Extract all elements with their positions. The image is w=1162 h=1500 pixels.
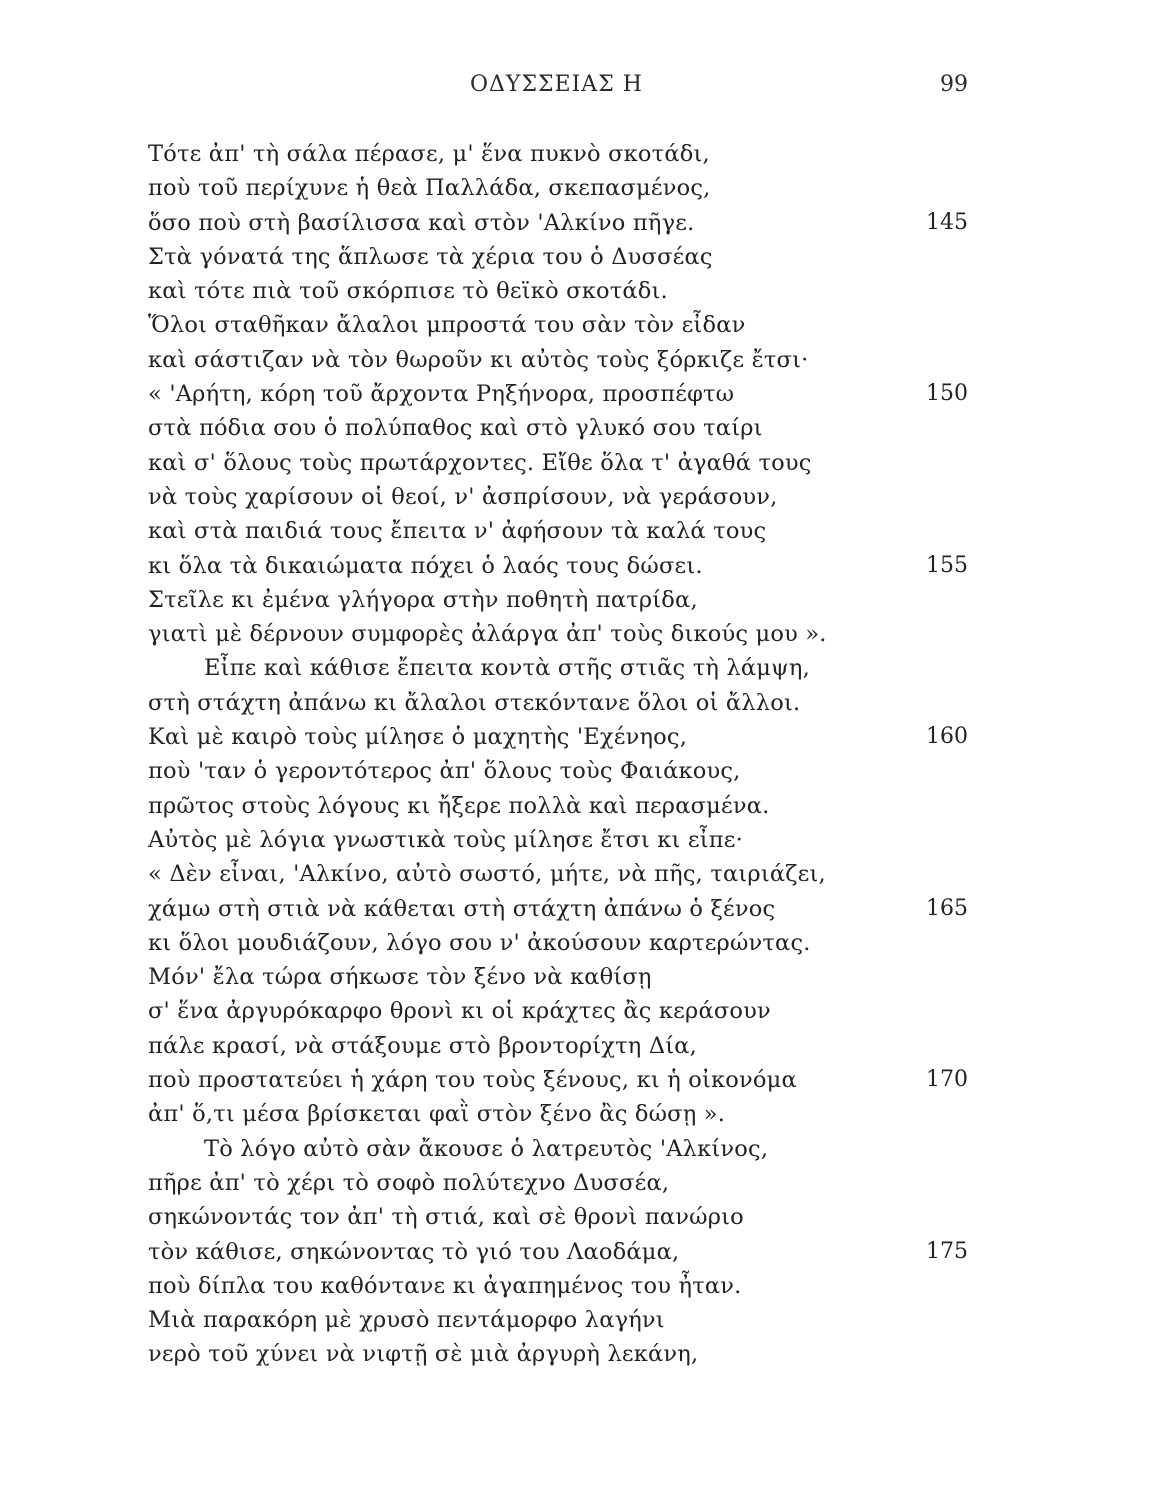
- verse-text: στὰ πόδια σου ὁ πολύπαθος καὶ στὸ γλυκό σου ταίρι: [148, 415, 763, 442]
- verse-text: πρῶτος στοὺς λόγους κι ἤξερε πολλὰ καὶ περασμένα.: [148, 792, 770, 819]
- verse-line: [0, 686, 1162, 720]
- verse-line: [0, 377, 1162, 411]
- line-number: 145: [926, 209, 968, 235]
- line-number: 150: [926, 381, 968, 407]
- verse-line: [0, 754, 1162, 788]
- verse-text: καὶ σ' ὅλους τοὺς πρωτάρχοντες. Εἴθε ὅλα τ' ἀγαθά τους: [148, 449, 812, 476]
- verse-line: [0, 789, 1162, 823]
- verse-line: [0, 1337, 1162, 1371]
- verse-line: [0, 994, 1162, 1028]
- verse-line: [0, 1097, 1162, 1131]
- verse-text: Καὶ μὲ καιρὸ τοὺς μίλησε ὁ μαχητὴς 'Εχένηος,: [148, 724, 688, 751]
- verse-text: κι ὅλα τὰ δικαιώματα πόχει ὁ λαός τους δώσει.: [148, 552, 703, 579]
- verse-text: Μιὰ παρακόρη μὲ χρυσὸ πεντάμορφο λαγήνι: [148, 1307, 665, 1334]
- verse-line: [0, 308, 1162, 342]
- verse-line: [0, 617, 1162, 651]
- verse-text: γιατὶ μὲ δέρνουν συμφορὲς ἀλάργα ἀπ' τοὺς δικούς μου ».: [148, 621, 827, 648]
- running-title: ΟΔΥΣΣΕΙΑΣ Η: [470, 72, 643, 97]
- line-number: 175: [926, 1238, 968, 1264]
- verse-text: « 'Αρήτη, κόρη τοῦ ἄρχοντα Ρηξήνορα, προσπέφτω: [148, 381, 735, 408]
- verse-line: [0, 446, 1162, 480]
- verse-line: [0, 1200, 1162, 1234]
- verse-text: σηκώνοντάς τον ἀπ' τὴ στιά, καὶ σὲ θρονὶ πανώριο: [148, 1204, 744, 1231]
- page-number: 99: [940, 72, 968, 97]
- verse-text: Μόν' ἔλα τώρα σήκωσε τὸν ξένο νὰ καθίσῃ: [148, 964, 652, 991]
- verse-line: [0, 823, 1162, 857]
- verse-text: κι ὅλοι μουδιάζουν, λόγο σου ν' ἀκούσουν καρτερώντας.: [148, 929, 811, 956]
- verse-line: [0, 1132, 1162, 1166]
- verse-line: [0, 1029, 1162, 1063]
- verse-line: [0, 240, 1162, 274]
- verse-line: [0, 274, 1162, 308]
- verse-line: [0, 171, 1162, 205]
- line-number: 160: [926, 724, 968, 750]
- verse-text: ὅσο ποὺ στὴ βασίλισσα καὶ στὸν 'Αλκίνο πῆγε.: [148, 209, 695, 236]
- verse-line: [0, 549, 1162, 583]
- verse-line: [0, 514, 1162, 548]
- verse-text: « Δὲν εἶναι, 'Αλκίνο, αὐτὸ σωστό, μήτε, νὰ πῆς, ταιριάζει,: [148, 861, 826, 888]
- verse-line: [0, 651, 1162, 685]
- verse-text: Στεῖλε κι ἐμένα γλήγορα στὴν ποθητὴ πατρίδα,: [148, 586, 698, 613]
- verse-text: Στὰ γόνατά της ἅπλωσε τὰ χέρια του ὁ Δυσσέας: [148, 243, 713, 270]
- verse-text: ποὺ 'ταν ὁ γεροντότερος ἀπ' ὅλους τοὺς Φαιάκους,: [148, 758, 741, 785]
- line-number: 170: [926, 1067, 968, 1093]
- verse-text: ἀπ' ὅ,τι μέσα βρίσκεται φαῒ στὸν ξένο ἂς δώσῃ ».: [148, 1101, 726, 1128]
- verse-line: [0, 137, 1162, 171]
- line-number: 155: [926, 552, 968, 578]
- verse-text: σ' ἕνα ἀργυρόκαρφο θρονὶ κι οἱ κράχτες ἂς κεράσουν: [148, 998, 771, 1025]
- verse-text: χάμω στὴ στιὰ νὰ κάθεται στὴ στάχτη ἀπάνω ὁ ξένος: [148, 895, 776, 922]
- verse-line: [0, 343, 1162, 377]
- verse-line: [0, 1235, 1162, 1269]
- verse-text: Ὅλοι σταθῆκαν ἄλαλοι μπροστά του σὰν τὸν εἶδαν: [148, 312, 746, 339]
- verse-text: Τὸ λόγο αὐτὸ σὰν ἄκουσε ὁ λατρευτὸς 'Αλκίνος,: [204, 1135, 769, 1162]
- verse-line: [0, 480, 1162, 514]
- verse-line: [0, 411, 1162, 445]
- verse-text: ποὺ προστατεύει ἡ χάρη του τοὺς ξένους, κι ἡ οἰκονόμα: [148, 1067, 797, 1094]
- verse-text: καὶ στὰ παιδιά τους ἔπειτα ν' ἀφήσουν τὰ καλά τους: [148, 518, 767, 545]
- verse-line: [0, 926, 1162, 960]
- verse-text: στὴ στάχτη ἀπάνω κι ἄλαλοι στεκόντανε ὅλοι οἱ ἄλλοι.: [148, 689, 801, 716]
- verse-line: [0, 720, 1162, 754]
- verse-line: [0, 206, 1162, 240]
- verse-text: νὰ τοὺς χαρίσουν οἱ θεοί, ν' ἀσπρίσουν, νὰ γεράσουν,: [148, 483, 778, 510]
- verse-text: ποὺ δίπλα του καθόντανε κι ἀγαπημένος του ἦταν.: [148, 1272, 742, 1299]
- verse-line: [0, 857, 1162, 891]
- verse-text: Αὐτὸς μὲ λόγια γνωστικὰ τοὺς μίλησε ἔτσι κι εἶπε·: [148, 826, 743, 853]
- verse-block: [0, 137, 1162, 1372]
- verse-line: [0, 1269, 1162, 1303]
- verse-text: καὶ σάστιζαν νὰ τὸν θωροῦν κι αὐτὸς τοὺς ξόρκιζε ἔτσι·: [148, 346, 809, 373]
- verse-text: Εἶπε καὶ κάθισε ἔπειτα κοντὰ στῆς στιᾶς τὴ λάμψη,: [204, 655, 810, 682]
- verse-text: ποὺ τοῦ περίχυνε ἡ θεὰ Παλλάδα, σκεπασμένος,: [148, 175, 711, 202]
- verse-line: [0, 1303, 1162, 1337]
- verse-text: νερὸ τοῦ χύνει νὰ νιφτῇ σὲ μιὰ ἀργυρὴ λεκάνη,: [148, 1341, 699, 1368]
- verse-text: πάλε κρασί, νὰ στάξουμε στὸ βροντορίχτη Δία,: [148, 1032, 698, 1059]
- verse-text: καὶ τότε πιὰ τοῦ σκόρπισε τὸ θεϊκὸ σκοτάδι.: [148, 278, 668, 305]
- verse-line: [0, 583, 1162, 617]
- verse-text: Τότε ἀπ' τὴ σάλα πέρασε, μ' ἕνα πυκνὸ σκοτάδι,: [148, 141, 710, 167]
- verse-text: πῆρε ἀπ' τὸ χέρι τὸ σοφὸ πολύτεχνο Δυσσέα,: [148, 1169, 670, 1196]
- line-number: 165: [926, 895, 968, 921]
- verse-line: [0, 960, 1162, 994]
- running-header: [0, 72, 1162, 104]
- verse-text: τὸν κάθισε, σηκώνοντας τὸ γιό του Λαοδάμα,: [148, 1238, 680, 1265]
- verse-line: [0, 1063, 1162, 1097]
- verse-line: [0, 892, 1162, 926]
- verse-line: [0, 1166, 1162, 1200]
